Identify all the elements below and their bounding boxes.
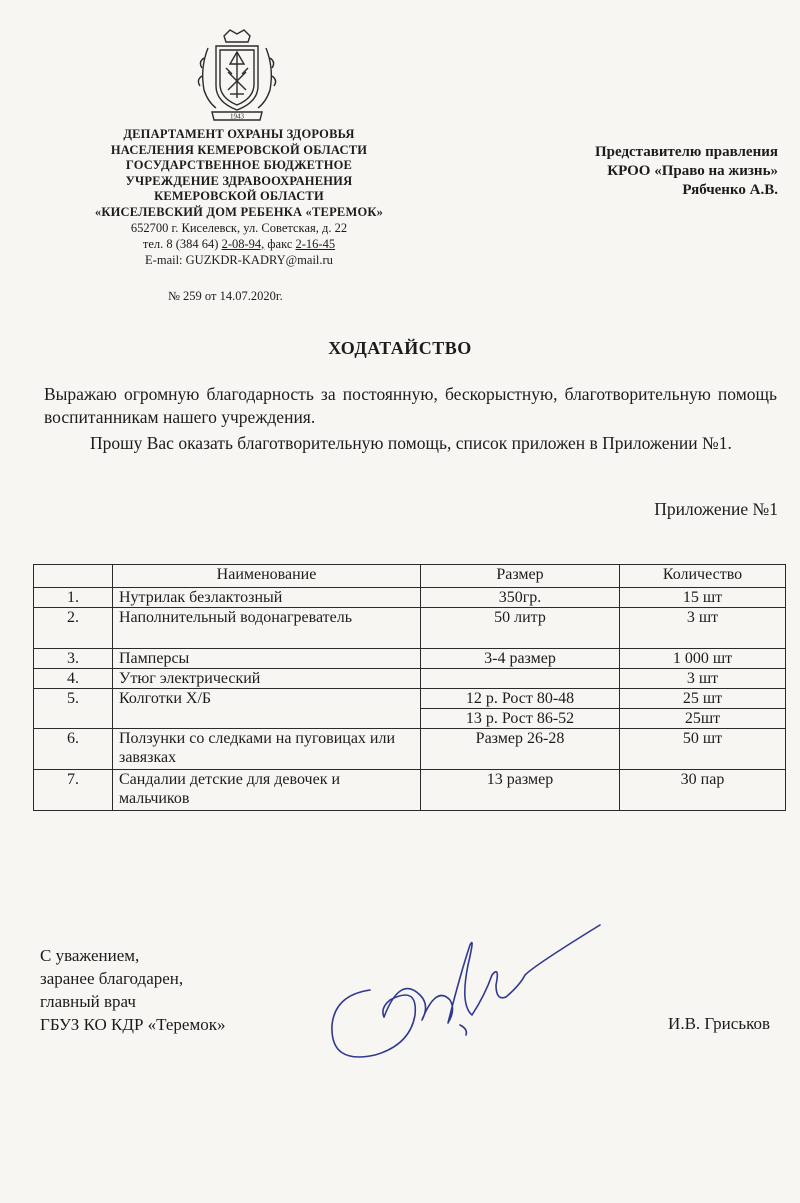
- closing-line: ГБУЗ КО КДР «Теремок»: [40, 1015, 226, 1034]
- item-size: [421, 669, 620, 689]
- table-row: [34, 608, 786, 649]
- item-size: 12 р. Рост 80-48: [421, 689, 620, 709]
- fax-number: 2-16-45: [295, 237, 336, 251]
- signer-name: И.В. Гриськов: [668, 1014, 770, 1033]
- item-quantity: 30 пар: [620, 770, 786, 811]
- item-size: 350гр.: [421, 588, 620, 608]
- item-size: 50 литр: [421, 608, 620, 649]
- org-line: НАСЕЛЕНИЯ КЕМЕРОВСКОЙ ОБЛАСТИ: [110, 142, 368, 157]
- item-size: Размер 26-28: [421, 729, 620, 770]
- fax-prefix: факс: [267, 237, 293, 251]
- document-number: № 259 от 14.07.2020г.: [168, 289, 283, 303]
- phone-number: 2-08-94,: [221, 237, 265, 251]
- item-name: Наполнительный водонагреватель: [113, 608, 421, 649]
- closing-block: [40, 944, 226, 1036]
- table-row: [34, 588, 786, 608]
- row-number: 6.: [34, 729, 113, 770]
- body-paragraph: Выражаю огромную благодарность за постоянную, бескорыстную, благотворительную помощь воспитанникам нашего учреждения.: [44, 384, 777, 427]
- item-name: Ползунки со следками на пуговицах или завязках: [113, 729, 421, 770]
- org-email: E-mail: GUZKDR-KADRY@mail.ru: [145, 253, 333, 267]
- closing-line: С уважением,: [40, 946, 140, 965]
- addressee-line: Рябченко А.В.: [682, 182, 778, 198]
- item-size: 13 размер: [421, 770, 620, 811]
- item-quantity: 25шт: [620, 709, 786, 729]
- table-header-cell: Количество: [620, 565, 786, 588]
- addressee-line: КРОО «Право на жизнь»: [607, 163, 778, 179]
- row-number: 3.: [34, 649, 113, 669]
- table-header-cell: [34, 565, 113, 588]
- items-table: [33, 564, 786, 811]
- org-line: КЕМЕРОВСКОЙ ОБЛАСТИ: [154, 189, 324, 203]
- item-name: Утюг электрический: [113, 669, 421, 689]
- org-line: ДЕПАРТАМЕНТ ОХРАНЫ ЗДОРОВЬЯ: [123, 127, 355, 141]
- emblem-ribbon-text: 1943: [230, 112, 244, 121]
- table-row: [34, 729, 786, 770]
- table-row: [34, 689, 786, 709]
- item-quantity: 50 шт: [620, 729, 786, 770]
- phone-prefix: тел. 8 (384 64): [142, 237, 219, 251]
- appendix-label: Приложение №1: [654, 499, 778, 519]
- row-number: 7.: [34, 770, 113, 811]
- coat-of-arms-emblem: [190, 28, 284, 124]
- closing-line: заранее благодарен,: [40, 969, 184, 988]
- table-row: [34, 649, 786, 669]
- org-line: УЧРЕЖДЕНИЕ ЗДРАВООХРАНЕНИЯ: [125, 173, 353, 188]
- table-row: [34, 669, 786, 689]
- item-name: Памперсы: [113, 649, 421, 669]
- item-quantity: 3 шт: [620, 608, 786, 649]
- item-name: Колготки Х/Б: [113, 689, 421, 729]
- handwritten-signature: [310, 905, 610, 1075]
- item-name: Нутрилак безлактозный: [113, 588, 421, 608]
- item-size: 3-4 размер: [421, 649, 620, 669]
- item-quantity: 25 шт: [620, 689, 786, 709]
- document-title: ХОДАТАЙСТВО: [328, 338, 472, 358]
- body-paragraph: Прошу Вас оказать благотворительную помощь, список приложен в Приложении №1.: [90, 433, 732, 453]
- addressee-line: Представителю правления: [594, 144, 778, 160]
- item-quantity: 1 000 шт: [620, 649, 786, 669]
- organization-header: [64, 127, 414, 268]
- item-quantity: 15 шт: [620, 588, 786, 608]
- org-line: «КИСЕЛЕВСКИЙ ДОМ РЕБЕНКА «ТЕРЕМОК»: [94, 204, 384, 219]
- row-number: 2.: [34, 608, 113, 649]
- table-row: [34, 770, 786, 811]
- item-name: Сандалии детские для девочек и мальчиков: [113, 770, 421, 811]
- row-number: 5.: [34, 689, 113, 729]
- org-phone-fax: [64, 236, 414, 252]
- row-number: 4.: [34, 669, 113, 689]
- item-size: 13 р. Рост 86-52: [421, 709, 620, 729]
- table-header-cell: Размер: [421, 565, 620, 588]
- table-header-row: [34, 565, 786, 588]
- table-header-cell: Наименование: [113, 565, 421, 588]
- row-number: 1.: [34, 588, 113, 608]
- closing-line: главный врач: [40, 992, 136, 1011]
- addressee-block: [595, 143, 778, 200]
- org-line: ГОСУДАРСТВЕННОЕ БЮДЖЕТНОЕ: [125, 158, 353, 172]
- org-address: 652700 г. Киселевск, ул. Советская, д. 22: [130, 221, 348, 235]
- item-quantity: 3 шт: [620, 669, 786, 689]
